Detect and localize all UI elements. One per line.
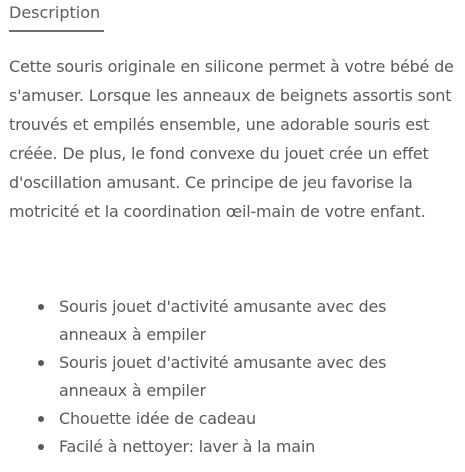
tab-bar — [0, 0, 465, 34]
bullet-icon — [38, 304, 44, 310]
feature-item — [0, 349, 434, 405]
feature-text: Souris jouet d'activité amusante avec des anneaux à empiler — [59, 297, 387, 344]
feature-item — [0, 433, 434, 461]
bullet-icon — [38, 444, 44, 450]
feature-item — [0, 405, 434, 433]
feature-text: Souris jouet d'activité amusante avec des anneaux à empiler — [59, 353, 387, 400]
bullet-icon — [38, 360, 44, 366]
active-tab-indicator — [9, 30, 104, 32]
feature-text: Chouette idée de cadeau — [59, 409, 256, 428]
description-paragraph: Cette souris originale en silicone permet à votre bébé de s'amuser. Lorsque les anneaux de beignets assortis sont trouvés et empilés ensemble, une adorable souris est créée. De plus, le fond convexe du jouet crée un effet d'oscillation amusant. Ce principe de jeu favorise la motricité et la coordination œil-main de votre enfant. — [9, 57, 454, 221]
feature-text: Facilé à nettoyer: laver à la main — [59, 437, 316, 456]
bullet-icon — [38, 416, 44, 422]
feature-list — [0, 293, 465, 461]
tab-description[interactable]: Description — [9, 3, 101, 22]
feature-item — [0, 293, 434, 349]
